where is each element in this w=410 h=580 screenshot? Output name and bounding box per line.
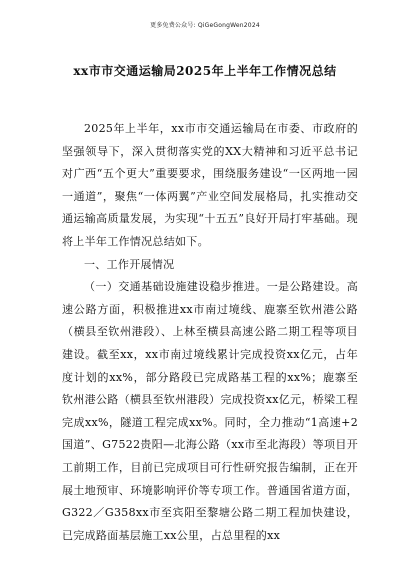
- document-body: [62, 118, 358, 547]
- section-heading: 一、工作开展情况: [84, 257, 175, 271]
- intro-paragraph: 2025年上半年，xx市市交通运输局在市委、市政府的坚强领导下，深入贯彻落实党的XX大精神和习近平总书记对广西“五个更大”重要要求，围绕服务建设“一区两地一园一通道”，聚焦“一体两翼”产业空间发展格局，扎实推动交通运输高质量发展，为实现“十五五”良好开局打牢基础。现将上半年工作情况总结如下。: [62, 122, 358, 248]
- watermark-header: 更多免费公众号: QiGeGongWen2024: [150, 22, 260, 29]
- section-paragraph: （一）交通基础设施建设稳步推进。一是公路建设。高速公路方面，积极推进xx市南过境线、鹿寨至钦州港公路（横县至钦州港段）、上林至横县高速公路二期工程等项目建设。截至xx，xx市南过境线累计完成投资xx亿元，占年度计划的xx%，部分路段已完成路基工程的xx%；鹿寨至钦州港公路（横县至钦州港段）完成投资xx亿元，桥梁工程完成xx%，隧道工程完成xx%。同时，全力推动“1高速+2国道”、G7522贵阳—北海公路（xx市至北海段）等项目开工前期工作，目前已完成项目可行性研究报告编制，正在开展土地预审、环境影响评价等专项工作。普通国省道方面，G322／G358xx市至宾阳至黎塘公路二期工程加快建设，已完成路面基层施工xx公里，占总里程的xx: [62, 280, 358, 542]
- document-title: xx市市交通运输局2025年上半年工作情况总结: [73, 64, 337, 78]
